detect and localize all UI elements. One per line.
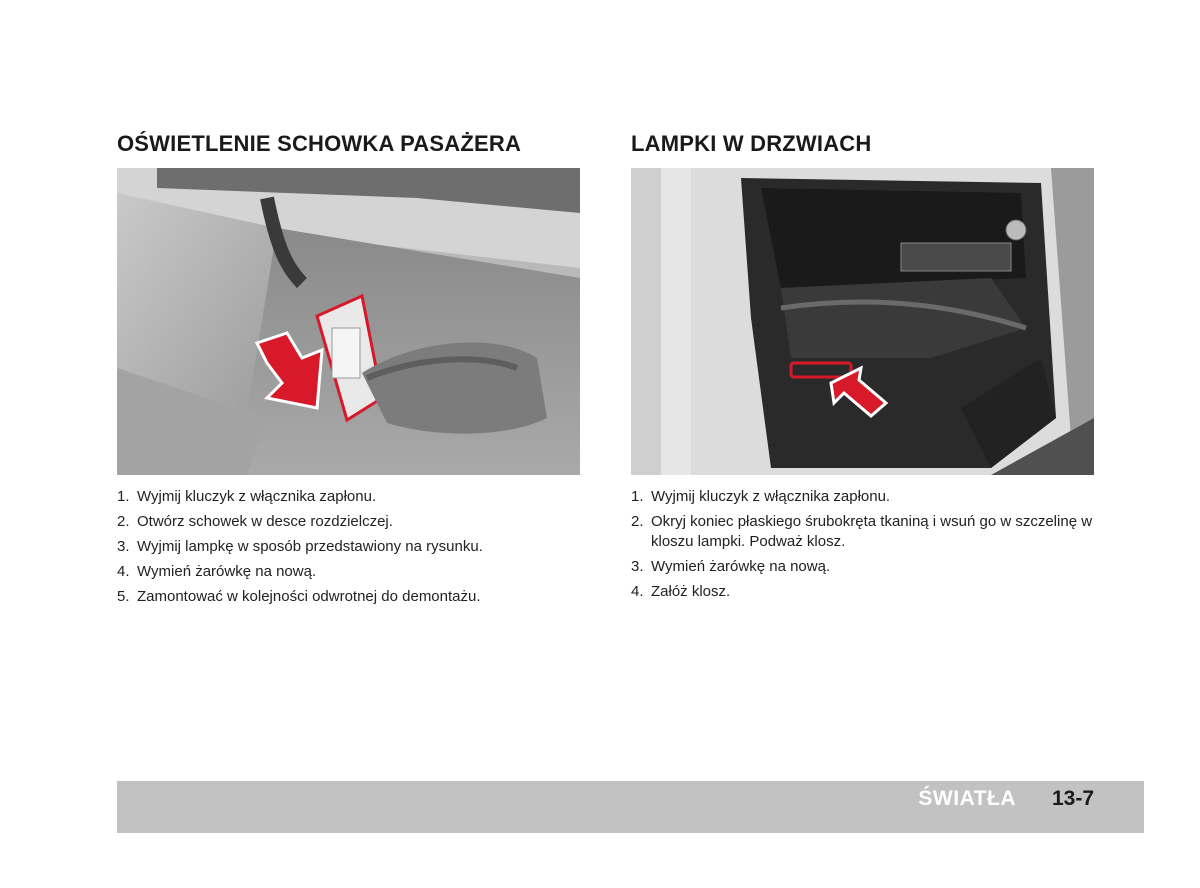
glovebox-steps-list (117, 487, 580, 607)
list-item: 5. Zamontować w kolejności odwrotnej do demontażu. (117, 588, 481, 605)
list-item: 4. Wymień żarówkę na nową. (117, 563, 317, 580)
section-title-glovebox: OŚWIETLENIE SCHOWKA PASAŻERA (117, 131, 522, 156)
chapter-name: ŚWIATŁA (918, 787, 1016, 810)
page-footer (117, 781, 1144, 833)
list-item: 2. Otwórz schowek w desce rozdzielczej. (117, 513, 393, 530)
list-item: 4. Załóż klosz. (631, 583, 731, 600)
list-item: 1. Wyjmij kluczyk z włącznika zapłonu. (117, 488, 377, 505)
glovebox-lamp-photo (117, 168, 580, 475)
section-title-door-lamps: LAMPKI W DRZWIACH (631, 131, 872, 156)
door-steps-list (631, 487, 1094, 602)
list-item: 1. Wyjmij kluczyk z włącznika zapłonu. (631, 488, 891, 505)
door-light-section (631, 126, 1094, 607)
list-item: 3. Wyjmij lampkę w sposób przedstawiony na rysunku. (117, 538, 483, 555)
door-illustration (631, 168, 1094, 475)
list-item: 3. Wymień żarówkę na nową. (631, 558, 831, 575)
glovebox-light-section (117, 126, 580, 612)
list-item: 2. Okryj koniec płaskiego śrubokręta tkaniną i wsuń go w szczelinę w kloszu lampki. Podważ klosz. (631, 513, 1093, 550)
glovebox-illustration (117, 168, 580, 475)
page-number: 13-7 (1051, 787, 1094, 810)
door-lamp-photo (631, 168, 1094, 475)
